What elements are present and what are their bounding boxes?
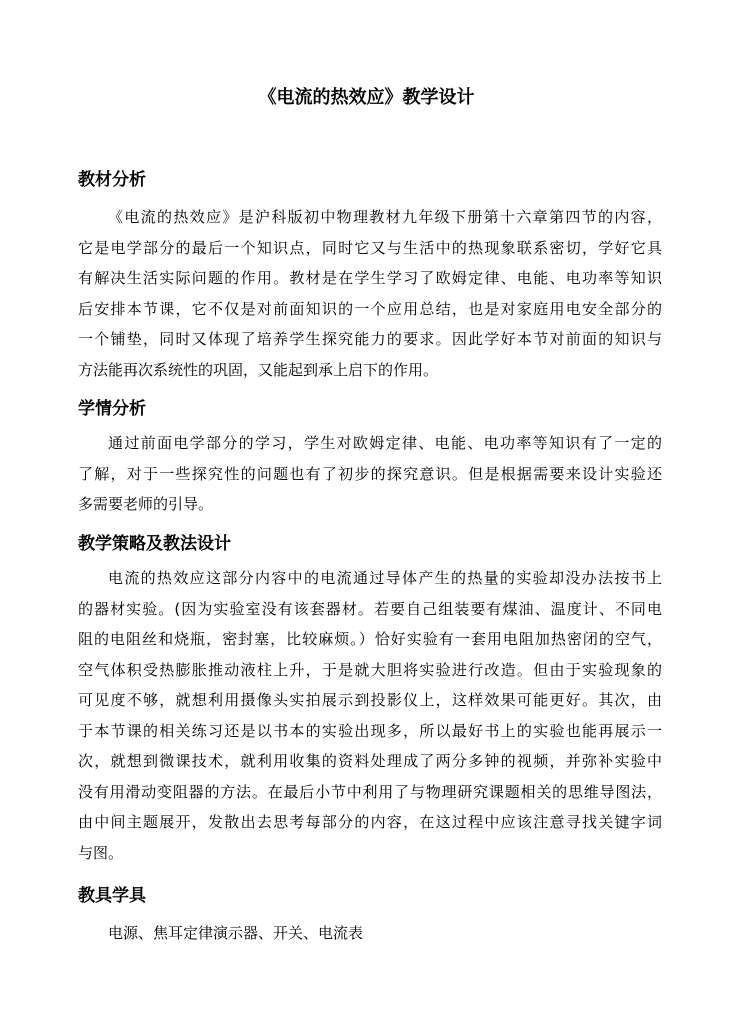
section-body-teaching-strategy (78, 563, 662, 868)
paragraph-line: 由中间主题展开，发散出去思考每部分的内容，在这过程中应该注意寻找关键字词 (78, 813, 662, 831)
section-heading-teaching-strategy: 教学策略及教法设计 (78, 534, 231, 554)
paragraph-line: 电流的热效应这部分内容中的电流通过导体产生的热量的实验却没办法按书上 (108, 569, 662, 587)
paragraph-line: 《电流的热效应》是沪科版初中物理教材九年级下册第十六章第四节的内容， (108, 208, 662, 226)
paragraph-line: 有解决生活实际问题的作用。教材是在学生学习了欧姆定律、电能、电功率等知识 (78, 269, 662, 287)
document-title: 《电流的热效应》教学设计 (258, 87, 475, 108)
section-body-textbook-analysis (78, 202, 662, 385)
paragraph-line: 于本节课的相关练习还是以书本的实验出现多，所以最好书上的实验也能再展示一 (78, 721, 662, 740)
section-heading-textbook-analysis: 教材分析 (78, 170, 146, 190)
paragraph-line: 一个铺垫，同时又体现了培养学生探究能力的要求。因此学好本节对前面的知识与 (78, 330, 662, 348)
paragraph-line: 与图。 (78, 843, 124, 862)
paragraph-line: 空气体积受热膨胀推动液柱上升，于是就大胆将实验进行改造。但由于实验现象的 (78, 660, 662, 679)
section-body-student-analysis (78, 428, 662, 520)
paragraph-line: 阻的电阻丝和烧瓶，密封塞，比较麻烦。）恰好实验有一套用电阻加热密闭的空气， (78, 630, 662, 648)
paragraph-line: 后安排本节课，它不仅是对前面知识的一个应用总结，也是对家庭用电安全部分的 (78, 299, 662, 318)
paragraph-line: 次，就想到微课技术，就利用收集的资料处理成了两分多钟的视频，并弥补实验中 (78, 752, 662, 770)
paragraph-line: 可见度不够，就想利用摄像头实拍展示到投影仪上，这样效果可能更好。其次，由 (78, 691, 662, 709)
paragraph-line: 电源、焦耳定律演示器、开关、电流表 (108, 924, 364, 942)
paragraph-line: 没有用滑动变阻器的方法。在最后小节中利用了与物理研究课题相关的思维导图法， (78, 782, 662, 801)
paragraph-line: 它是电学部分的最后一个知识点，同时它又与生活中的热现象联系密切，学好它具 (78, 238, 662, 257)
section-heading-student-analysis: 学情分析 (78, 399, 146, 419)
paragraph-line: 方法能再次系统性的巩固，又能起到承上启下的作用。 (78, 360, 439, 379)
section-heading-teaching-aids: 教具学具 (78, 886, 146, 906)
paragraph-line: 了解，对于一些探究性的问题也有了初步的探究意识。但是根据需要来设计实验还 (78, 464, 662, 483)
paragraph-line: 通过前面电学部分的学习，学生对欧姆定律、电能、电功率等知识有了一定的 (108, 434, 662, 452)
paragraph-line: 多需要老师的引导。 (78, 495, 214, 513)
section-body-teaching-aids (78, 918, 662, 949)
paragraph-line: 的器材实验。(因为实验室没有该套器材。若要自己组装要有煤油、温度计、不同电 (78, 599, 662, 618)
